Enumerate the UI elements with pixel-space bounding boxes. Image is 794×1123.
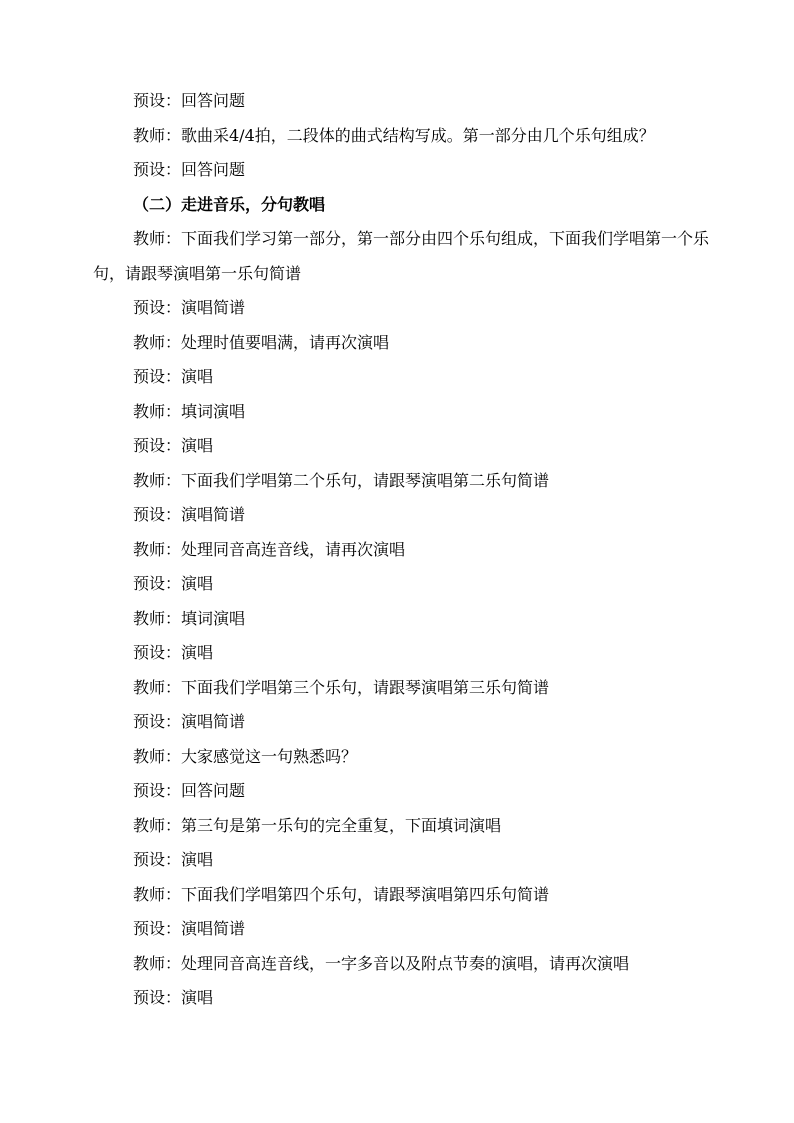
paragraph-25: 教师：处理同音高连音线，一字多音以及附点节奏的演唱，请再次演唱 <box>133 953 630 973</box>
paragraph-22: 预设：演唱 <box>133 850 214 869</box>
section-heading: （二）走进音乐，分句教唱 <box>133 194 326 214</box>
paragraph-6: 预设：演唱简谱 <box>133 298 246 317</box>
paragraph-7: 教师：处理时值要唱满，请再次演唱 <box>133 332 390 352</box>
paragraph-20: 预设：回答问题 <box>133 781 246 800</box>
paragraph-5: 教师：下面我们学习第一部分，第一部分由四个乐句组成，下面我们学唱第一个乐句，请跟琴演唱第一乐句简谱 <box>93 229 710 283</box>
paragraph-23: 教师：下面我们学唱第四个乐句，请跟琴演唱第四乐句简谱 <box>133 884 550 904</box>
paragraph-9: 教师：填词演唱 <box>133 401 246 421</box>
paragraph-1: 预设：回答问题 <box>133 91 246 110</box>
paragraph-2: 教师：歌曲采4/4拍，二段体的曲式结构写成。第一部分由几个乐句组成？ <box>133 125 655 145</box>
paragraph-11: 教师：下面我们学唱第二个乐句，请跟琴演唱第二乐句简谱 <box>133 470 550 490</box>
paragraph-17: 教师：下面我们学唱第三个乐句，请跟琴演唱第三乐句简谱 <box>133 677 550 697</box>
paragraph-16: 预设：演唱 <box>133 643 214 662</box>
paragraph-13: 教师：处理同音高连音线，请再次演唱 <box>133 539 406 559</box>
paragraph-10: 预设：演唱 <box>133 436 214 455</box>
paragraph-14: 预设：演唱 <box>133 574 214 593</box>
paragraph-19: 教师：大家感觉这一句熟悉吗？ <box>133 746 358 766</box>
paragraph-26: 预设：演唱 <box>133 988 214 1007</box>
paragraph-24: 预设：演唱简谱 <box>133 919 246 938</box>
paragraph-3: 预设：回答问题 <box>133 160 246 179</box>
document-body <box>93 84 713 1016</box>
paragraph-15: 教师：填词演唱 <box>133 608 246 628</box>
paragraph-8: 预设：演唱 <box>133 367 214 386</box>
paragraph-18: 预设：演唱简谱 <box>133 712 246 731</box>
paragraph-12: 预设：演唱简谱 <box>133 505 246 524</box>
paragraph-21: 教师：第三句是第一乐句的完全重复，下面填词演唱 <box>133 815 502 835</box>
